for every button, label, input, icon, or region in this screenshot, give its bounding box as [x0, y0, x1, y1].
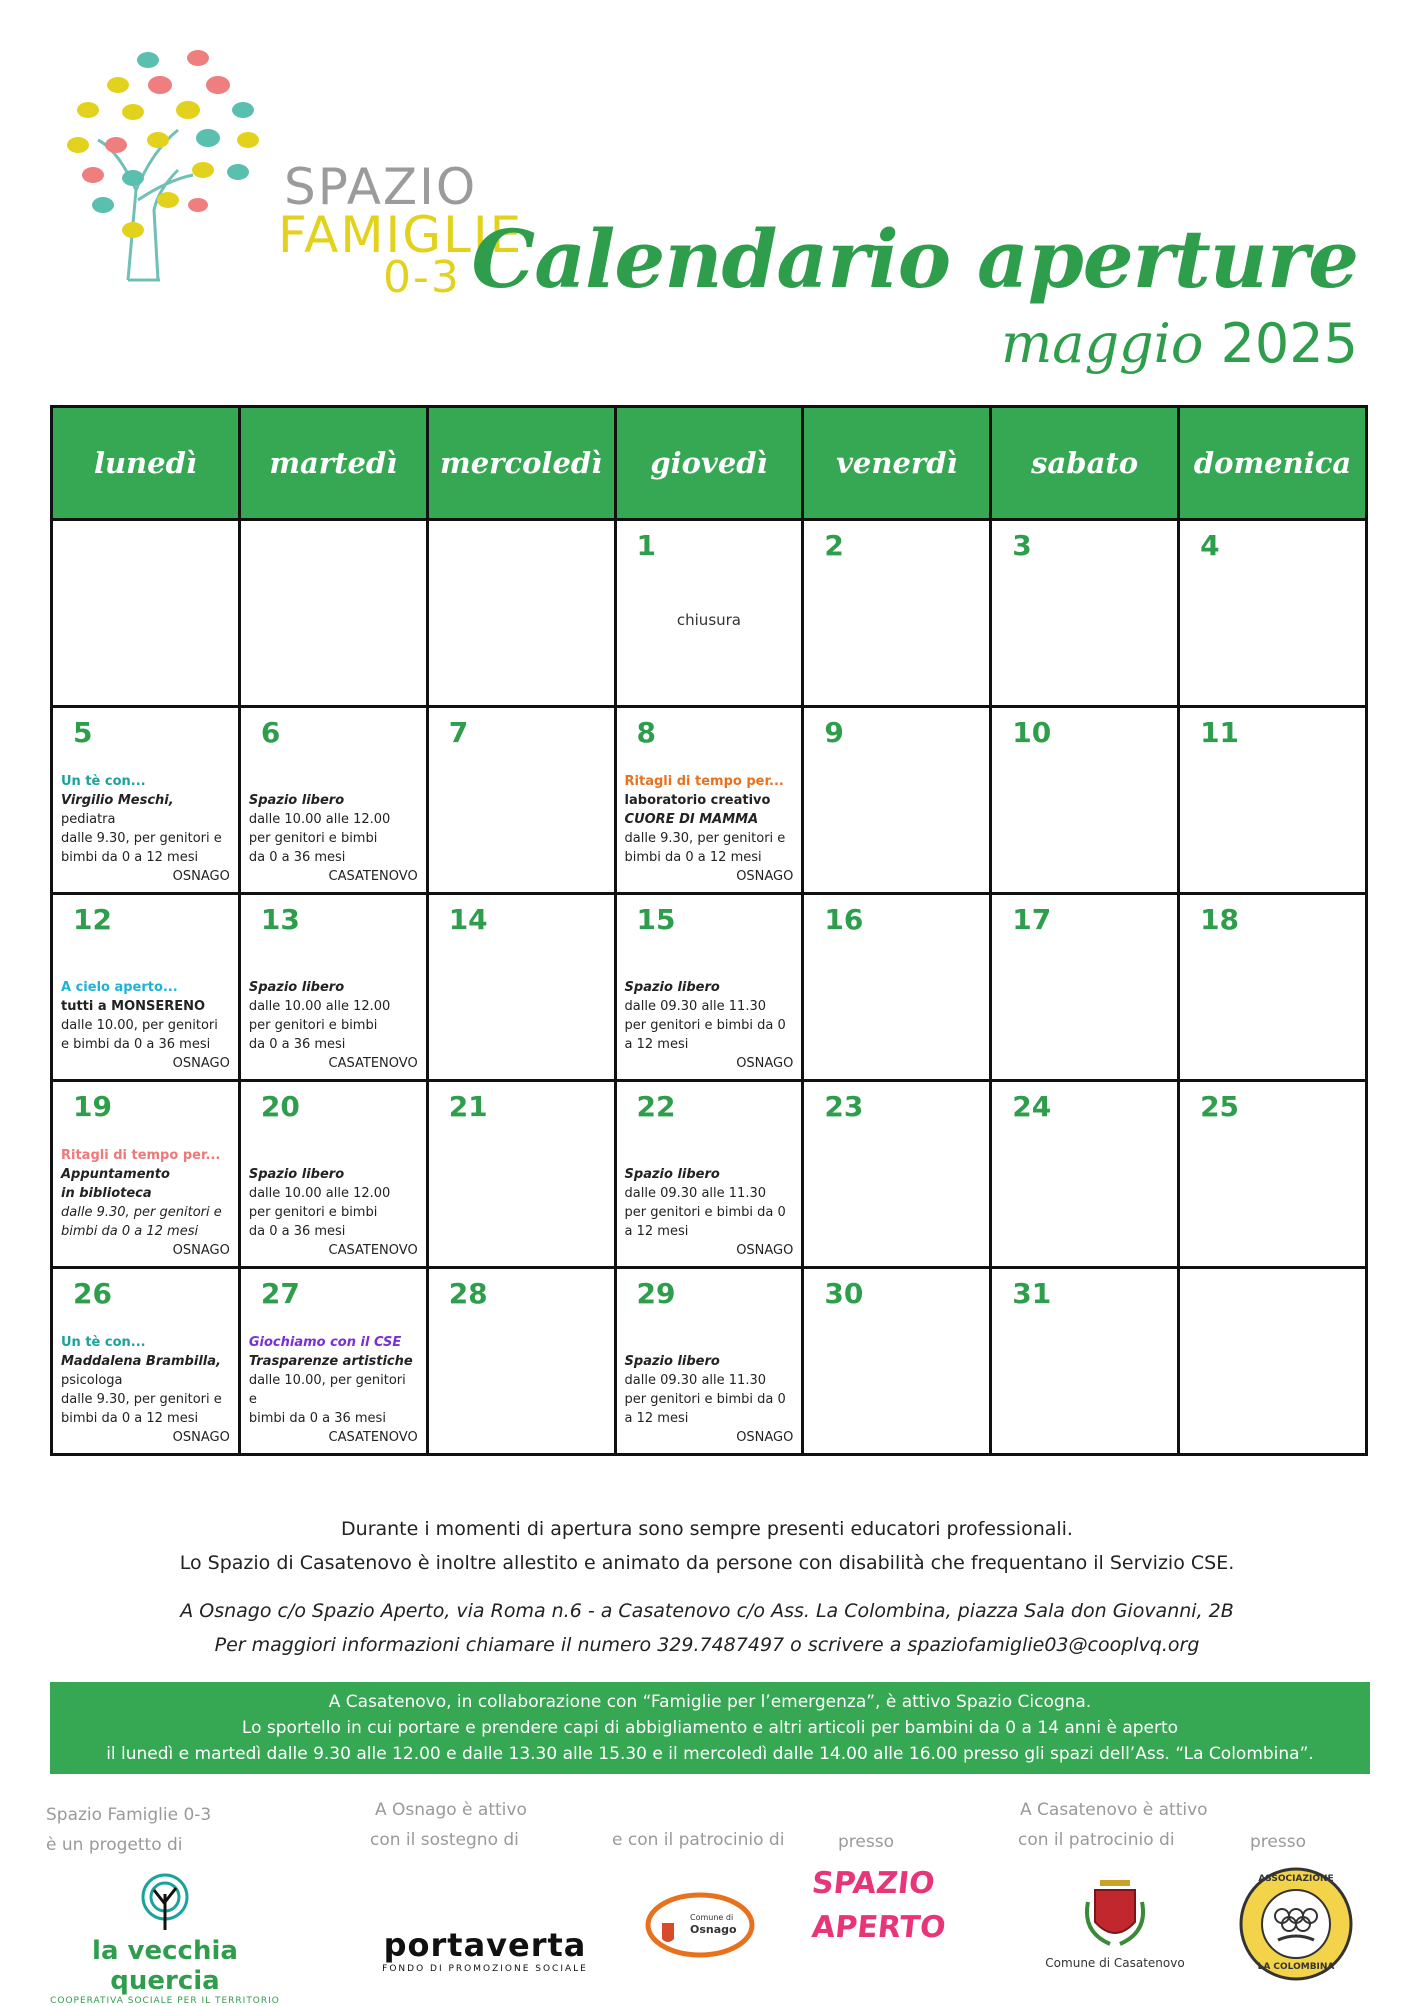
portaverta-name: portaverta: [383, 1926, 587, 1964]
event-location: OSNAGO: [172, 1056, 230, 1071]
calendar-week-row: [52, 894, 1367, 1081]
oak-tree-icon: [140, 1872, 190, 1932]
casatenovo-crest-icon: [1080, 1872, 1150, 1952]
event-title: CUORE DI MAMMA: [624, 812, 759, 827]
event-line: a 12 mesi: [624, 1037, 689, 1052]
spazio-famiglie-logo: [58, 40, 524, 303]
day-number: 16: [824, 903, 864, 936]
event-activity: tutti a MONSERENO: [61, 999, 206, 1014]
footer-text: Spazio Famiglie 0-3: [46, 1805, 212, 1825]
note-cse: Lo Spazio di Casatenovo è inoltre allestito e animato da persone con disabilità che frequentano il Servizio CSE.: [179, 1552, 1235, 1574]
event-tag: A cielo aperto...: [61, 980, 178, 995]
day-number: 12: [73, 903, 112, 936]
event-line: dalle 9.30, per genitori e: [61, 1392, 222, 1407]
tree-hands-icon: [58, 40, 298, 290]
banner-line: A Casatenovo, in collaborazione con “Famiglie per l’emergenza”, è attivo Spazio Cicogna.: [328, 1692, 1092, 1712]
event-location: CASATENOVO: [328, 869, 418, 884]
day-cell: [803, 520, 991, 707]
logo-line-spazio: SPAZIO: [284, 158, 478, 216]
day-cell: [427, 894, 615, 1081]
event-location: OSNAGO: [172, 869, 230, 884]
event-line: dalle 9.30, per genitori e: [61, 1205, 222, 1220]
event-title: Spazio libero: [624, 1167, 720, 1182]
portaverta-logo: [365, 1926, 605, 1974]
event-line: e bimbi da 0 a 36 mesi: [61, 1037, 211, 1052]
spazio-aperto-line1: SPAZIO: [810, 1866, 937, 1901]
day-number: 30: [824, 1277, 864, 1310]
osnago-logo-line1: Comune di: [690, 1913, 734, 1922]
day-cell: [1179, 894, 1367, 1081]
event-activity: laboratorio creativo: [624, 793, 771, 808]
event-line: bimbi da 0 a 12 mesi: [61, 1411, 199, 1426]
event-line: da 0 a 36 mesi: [248, 1037, 346, 1052]
event-details: [625, 1165, 794, 1260]
event-line: bimbi da 0 a 12 mesi: [61, 1224, 199, 1239]
colombina-bottom-text: LA COLOMBINA: [1257, 1962, 1335, 1972]
event-details: [249, 791, 418, 886]
day-cell: [1179, 707, 1367, 894]
day-number: 22: [636, 1090, 676, 1123]
event-line: per genitori e bimbi da 0: [624, 1205, 786, 1220]
day-cell: [52, 1081, 240, 1268]
footer-text: A Osnago è attivo: [375, 1800, 527, 1820]
day-cell: [239, 707, 427, 894]
colombina-top-text: ASSOCIAZIONE: [1258, 1874, 1334, 1884]
day-number: 13: [260, 903, 300, 936]
month-title: [1001, 312, 1358, 375]
event-tag: Un tè con...: [61, 1335, 146, 1350]
footer-text: è un progetto di: [46, 1835, 183, 1855]
day-cell: [615, 520, 803, 707]
weekday-header: sabato: [991, 407, 1179, 520]
event-details: [61, 1146, 230, 1260]
day-number: 19: [73, 1090, 112, 1123]
note-educators: Durante i momenti di apertura sono sempre presenti educatori professionali.: [341, 1518, 1073, 1540]
empty-day-cell: [427, 520, 615, 707]
spazio-cicogna-banner: [50, 1682, 1370, 1774]
event-line: dalle 9.30, per genitori e: [61, 831, 222, 846]
event-line: per genitori e bimbi da 0: [624, 1392, 786, 1407]
event-line: per genitori e bimbi: [248, 831, 378, 846]
event-line: per genitori e bimbi: [248, 1205, 378, 1220]
event-line: bimbi da 0 a 12 mesi: [624, 850, 762, 865]
event-line: dalle 09.30 alle 11.30: [624, 999, 766, 1014]
event-tag: Un tè con...: [61, 774, 146, 789]
event-details: [249, 978, 418, 1073]
casatenovo-logo-caption: Comune di Casatenovo: [1045, 1956, 1185, 1970]
day-number: 20: [260, 1090, 300, 1123]
footer-presso-label: presso: [1250, 1832, 1306, 1852]
day-number: 7: [448, 716, 469, 749]
event-details: [625, 1352, 794, 1447]
footer-patrocinio-label: e con il patrocinio di: [612, 1830, 785, 1850]
day-cell: [991, 520, 1179, 707]
day-cell: [803, 1268, 991, 1455]
day-cell: [991, 1081, 1179, 1268]
event-line: per genitori e bimbi: [248, 1018, 378, 1033]
footer-osnago-label: [370, 1795, 527, 1855]
day-cell: [1179, 1081, 1367, 1268]
event-line: pediatra: [61, 812, 116, 827]
event-title: Spazio libero: [624, 980, 720, 995]
weekday-header-row: [52, 407, 1367, 520]
day-cell: [991, 1268, 1179, 1455]
event-line: dalle 10.00, per genitori e: [248, 1373, 406, 1407]
event-line: dalle 10.00 alle 12.00: [248, 999, 391, 1014]
event-location: OSNAGO: [172, 1430, 230, 1445]
event-guest: Maddalena Brambilla,: [61, 1354, 221, 1369]
weekday-header: venerdì: [803, 407, 991, 520]
event-location: CASATENOVO: [328, 1243, 418, 1258]
day-number: 1: [636, 529, 657, 562]
event-title: Spazio libero: [624, 1354, 720, 1369]
day-cell: [427, 1268, 615, 1455]
event-line: dalle 10.00 alle 12.00: [248, 812, 391, 827]
event-line: da 0 a 36 mesi: [248, 1224, 346, 1239]
event-line: bimbi da 0 a 36 mesi: [248, 1411, 386, 1426]
event-line: dalle 09.30 alle 11.30: [624, 1373, 766, 1388]
day-number: 23: [824, 1090, 864, 1123]
event-details: [249, 1333, 418, 1447]
day-number: 24: [1012, 1090, 1052, 1123]
event-location: OSNAGO: [736, 1056, 794, 1071]
event-title: Appuntamento: [61, 1167, 170, 1182]
calendar-week-row: [52, 1081, 1367, 1268]
empty-day-cell: [1179, 1268, 1367, 1455]
event-line: da 0 a 36 mesi: [248, 850, 346, 865]
banner-line: Lo sportello in cui portare e prendere capi di abbigliamento e altri articoli per bambini da 0 a 14 anni è aperto: [241, 1718, 1179, 1738]
day-cell: [615, 1268, 803, 1455]
footer-text: con il sostegno di: [370, 1830, 519, 1850]
event-line: per genitori e bimbi da 0: [624, 1018, 786, 1033]
day-number: 3: [1012, 529, 1032, 562]
day-number: 17: [1012, 903, 1052, 936]
day-number: 26: [73, 1277, 112, 1310]
weekday-header: giovedì: [615, 407, 803, 520]
day-number: 4: [1200, 529, 1220, 562]
event-title: Spazio libero: [248, 793, 345, 808]
event-location: OSNAGO: [736, 1243, 794, 1258]
weekday-header: martedì: [239, 407, 427, 520]
footer-presso-label: presso: [838, 1832, 894, 1852]
day-cell: [615, 1081, 803, 1268]
day-cell: [803, 894, 991, 1081]
footer-casatenovo-label: [1018, 1795, 1208, 1855]
event-location: OSNAGO: [736, 869, 794, 884]
logo-line-age: 0-3: [383, 252, 461, 303]
spazio-aperto-line2: APERTO: [810, 1910, 948, 1945]
portaverta-subtitle: FONDO DI PROMOZIONE SOCIALE: [382, 1964, 588, 1974]
empty-day-cell: [239, 520, 427, 707]
day-cell: [52, 894, 240, 1081]
note-contacts: Per maggiori informazioni chiamare il numero 329.7487497 o scrivere a spaziofamiglie03@cooplvq.org: [214, 1634, 1200, 1656]
year-label: 2025: [1220, 312, 1358, 375]
event-location: CASATENOVO: [328, 1056, 418, 1071]
event-details: [61, 978, 230, 1073]
event-title-line2: in biblioteca: [61, 1186, 152, 1201]
event-location: CASATENOVO: [328, 1430, 418, 1445]
day-number: 31: [1012, 1277, 1052, 1310]
closure-note: chiusura: [676, 611, 741, 629]
osnago-logo-line2: Osnago: [690, 1923, 737, 1936]
footer-text: A Casatenovo è attivo: [1020, 1800, 1208, 1820]
event-line: a 12 mesi: [624, 1411, 689, 1426]
event-location: OSNAGO: [736, 1430, 794, 1445]
day-number: 11: [1200, 716, 1240, 749]
day-cell: [615, 894, 803, 1081]
day-cell: [615, 707, 803, 894]
event-title: Spazio libero: [248, 1167, 345, 1182]
lvq-subtitle: COOPERATIVA SOCIALE PER IL TERRITORIO: [50, 1996, 280, 2006]
weekday-header: domenica: [1179, 407, 1367, 520]
calendar-table: [50, 405, 1368, 1456]
event-tag: Giochiamo con il CSE: [248, 1335, 402, 1350]
day-number: 15: [636, 903, 676, 936]
day-cell: [239, 894, 427, 1081]
day-number: 2: [824, 529, 844, 562]
day-number: 6: [260, 716, 281, 749]
event-guest: Virgilio Meschi,: [61, 793, 174, 808]
day-number: 18: [1200, 903, 1240, 936]
event-line: dalle 10.00 alle 12.00: [248, 1186, 391, 1201]
day-number: 9: [824, 716, 844, 749]
weekday-header: lunedì: [52, 407, 240, 520]
event-line: psicologa: [61, 1373, 123, 1388]
month-label: maggio: [1001, 312, 1204, 375]
footer-text: con il patrocinio di: [1018, 1830, 1175, 1850]
lvq-name: la vecchia quercia: [92, 1936, 238, 1996]
footer-project-label: [46, 1800, 211, 1860]
day-number: 5: [73, 716, 93, 749]
day-cell: [239, 1268, 427, 1455]
note-addresses: A Osnago c/o Spazio Aperto, via Roma n.6 - a Casatenovo c/o Ass. La Colombina, piazza Sala don Giovanni, 2B: [180, 1600, 1234, 1622]
event-title: Trasparenze artistiche: [248, 1354, 413, 1369]
day-number: 27: [260, 1277, 300, 1310]
event-details: [625, 772, 794, 886]
day-number: 14: [448, 903, 488, 936]
event-line: dalle 9.30, per genitori e: [624, 831, 786, 846]
day-cell: [991, 707, 1179, 894]
day-cell: [427, 1081, 615, 1268]
day-number: 25: [1200, 1090, 1240, 1123]
day-cell: [803, 707, 991, 894]
event-details: [61, 772, 230, 886]
day-cell: [52, 1268, 240, 1455]
spazio-aperto-logo: [810, 1862, 948, 1970]
event-line: bimbi da 0 a 12 mesi: [61, 850, 199, 865]
day-cell: [239, 1081, 427, 1268]
calendar-week-row: [52, 707, 1367, 894]
day-cell: [427, 707, 615, 894]
event-line: a 12 mesi: [624, 1224, 689, 1239]
banner-line: il lunedì e martedì dalle 9.30 alle 12.00 e dalle 13.30 alle 15.30 e il mercoledì dalle 14.00 alle 16.00 presso gli spazi dell’Ass. “La Colombina”.: [106, 1744, 1314, 1764]
day-number: 10: [1012, 716, 1052, 749]
event-line: dalle 09.30 alle 11.30: [624, 1186, 766, 1201]
page-title: Calendario aperture: [471, 212, 1358, 306]
event-line: dalle 10.00, per genitori: [61, 1018, 218, 1033]
event-location: OSNAGO: [172, 1243, 230, 1258]
la-vecchia-quercia-logo: [50, 1872, 280, 2006]
logo-line-famiglie: FAMIGLIE: [278, 206, 524, 264]
calendar-week-row: [52, 520, 1367, 707]
associazione-la-colombina-logo: [1238, 1866, 1354, 1982]
day-cell: [1179, 520, 1367, 707]
comune-osnago-logo: [640, 1885, 760, 1965]
event-details: [249, 1165, 418, 1260]
weekday-header: mercoledì: [427, 407, 615, 520]
event-tag: Ritagli di tempo per...: [61, 1148, 221, 1163]
day-cell: [803, 1081, 991, 1268]
event-details: [625, 978, 794, 1073]
day-cell: [991, 894, 1179, 1081]
event-title: Spazio libero: [248, 980, 345, 995]
event-details: [61, 1333, 230, 1447]
day-number: 28: [448, 1277, 488, 1310]
day-number: 8: [636, 716, 657, 749]
day-number: 21: [448, 1090, 488, 1123]
event-tag: Ritagli di tempo per...: [624, 774, 784, 789]
day-number: 29: [636, 1277, 676, 1310]
day-cell: [52, 707, 240, 894]
empty-day-cell: [52, 520, 240, 707]
calendar-week-row: [52, 1268, 1367, 1455]
comune-casatenovo-logo: [1040, 1872, 1190, 1970]
